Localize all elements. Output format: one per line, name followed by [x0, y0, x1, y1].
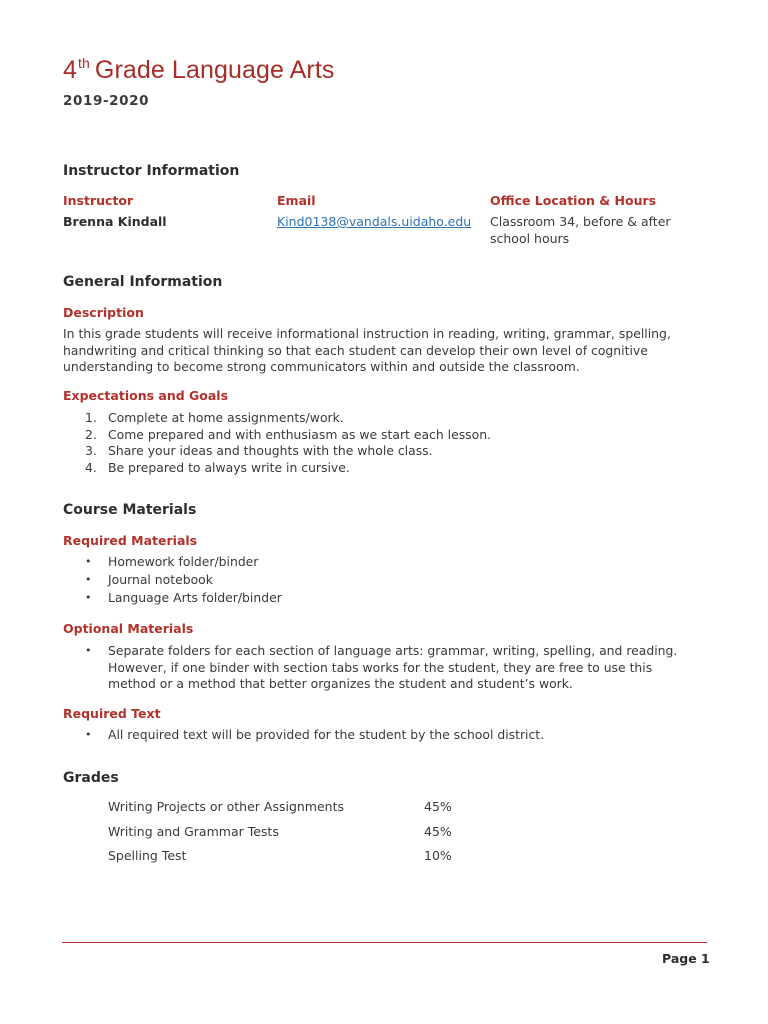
list-item-text: Complete at home assignments/work.: [108, 410, 344, 425]
list-item-text: Come prepared and with enthusiasm as we start each lesson.: [108, 426, 492, 442]
list-item: [63, 410, 491, 427]
grade-percent: 45%: [424, 823, 452, 839]
list-item-text: Separate folders for each section of language arts: grammar, writing, spelling, and reading.: [108, 643, 678, 658]
optional-materials-list: [63, 643, 677, 693]
required-materials-heading: Required Materials: [63, 533, 198, 548]
list-item: [63, 643, 677, 693]
grade-category: Spelling Test: [108, 848, 187, 863]
bullet-icon: •: [85, 644, 92, 657]
required-text-heading: Required Text: [63, 706, 161, 721]
goals-list: [63, 410, 491, 476]
instructor-info-heading: Instructor Information: [63, 163, 240, 179]
list-item-text: However, if one binder with section tabs works for the student, they are free to use this: [108, 659, 653, 675]
office-hours-line: school hours: [490, 230, 570, 246]
bullet-icon: •: [85, 555, 92, 568]
list-item-text: Be prepared to always write in cursive.: [108, 459, 350, 475]
list-number: 3.: [85, 443, 97, 458]
goals-heading: Expectations and Goals: [63, 388, 229, 403]
list-item: [63, 554, 282, 571]
list-item-text: Homework folder/binder: [108, 554, 259, 569]
grades-heading: Grades: [63, 770, 119, 786]
list-item-text: method or a method that better organizes the student and student’s work.: [108, 676, 573, 691]
office-column-label: Office Location & Hours: [490, 193, 657, 208]
required-text-list: [63, 727, 544, 744]
title-grade-number: 4: [63, 56, 78, 84]
course-materials-heading: Course Materials: [63, 502, 197, 518]
instructor-column-label: Instructor: [63, 193, 134, 208]
general-info-heading: General Information: [63, 274, 223, 290]
list-item: [63, 460, 491, 477]
list-item: [63, 572, 282, 589]
grade-category: Writing and Grammar Tests: [108, 823, 279, 839]
list-number: 1.: [85, 410, 97, 425]
email-column-label: Email: [277, 193, 316, 208]
list-number: 2.: [85, 426, 97, 442]
description-line: understanding to become strong communicators within and outside the classroom.: [63, 359, 580, 374]
description-paragraph: [63, 326, 703, 376]
bullet-icon: •: [85, 591, 92, 605]
page-number: [662, 951, 710, 966]
instructor-name: Brenna Kindall: [63, 214, 167, 229]
list-item: [63, 590, 282, 607]
list-item-text: Journal notebook: [108, 572, 213, 588]
title-ordinal-suffix: th: [78, 55, 90, 71]
page-label: Page: [662, 951, 697, 966]
list-item: [63, 427, 491, 444]
grade-percent: 10%: [424, 848, 452, 863]
school-year: 2019-2020: [63, 93, 150, 109]
grade-percent: 45%: [424, 799, 452, 814]
description-heading: Description: [63, 305, 144, 320]
title-text: Grade Language Arts: [94, 56, 335, 84]
list-item-text: Share your ideas and thoughts with the whole class.: [108, 443, 433, 458]
list-number: 4.: [85, 459, 97, 475]
email-link-wrap: [277, 214, 471, 231]
list-item: [63, 443, 491, 460]
grade-category: Writing Projects or other Assignments: [108, 799, 345, 814]
required-materials-list: [63, 554, 282, 607]
office-hours: [490, 214, 671, 247]
page-number-value: 1: [701, 951, 710, 966]
description-line: In this grade students will receive informational instruction in reading, writing, grammar, spelling,: [63, 326, 671, 341]
optional-materials-heading: Optional Materials: [63, 621, 194, 636]
footer-divider: [62, 942, 707, 943]
list-item: [63, 727, 544, 744]
list-item-text: All required text will be provided for the student by the school district.: [108, 727, 545, 742]
bullet-icon: •: [85, 728, 92, 741]
office-hours-line: Classroom 34, before & after: [490, 214, 671, 229]
page-title: [63, 55, 334, 85]
instructor-email-link[interactable]: Kind0138@vandals.uidaho.edu: [277, 214, 472, 229]
list-item-text: Language Arts folder/binder: [108, 590, 282, 606]
description-line: handwriting and critical thinking so that each student can develop their own level of cognitive: [63, 342, 648, 358]
bullet-icon: •: [85, 573, 92, 587]
